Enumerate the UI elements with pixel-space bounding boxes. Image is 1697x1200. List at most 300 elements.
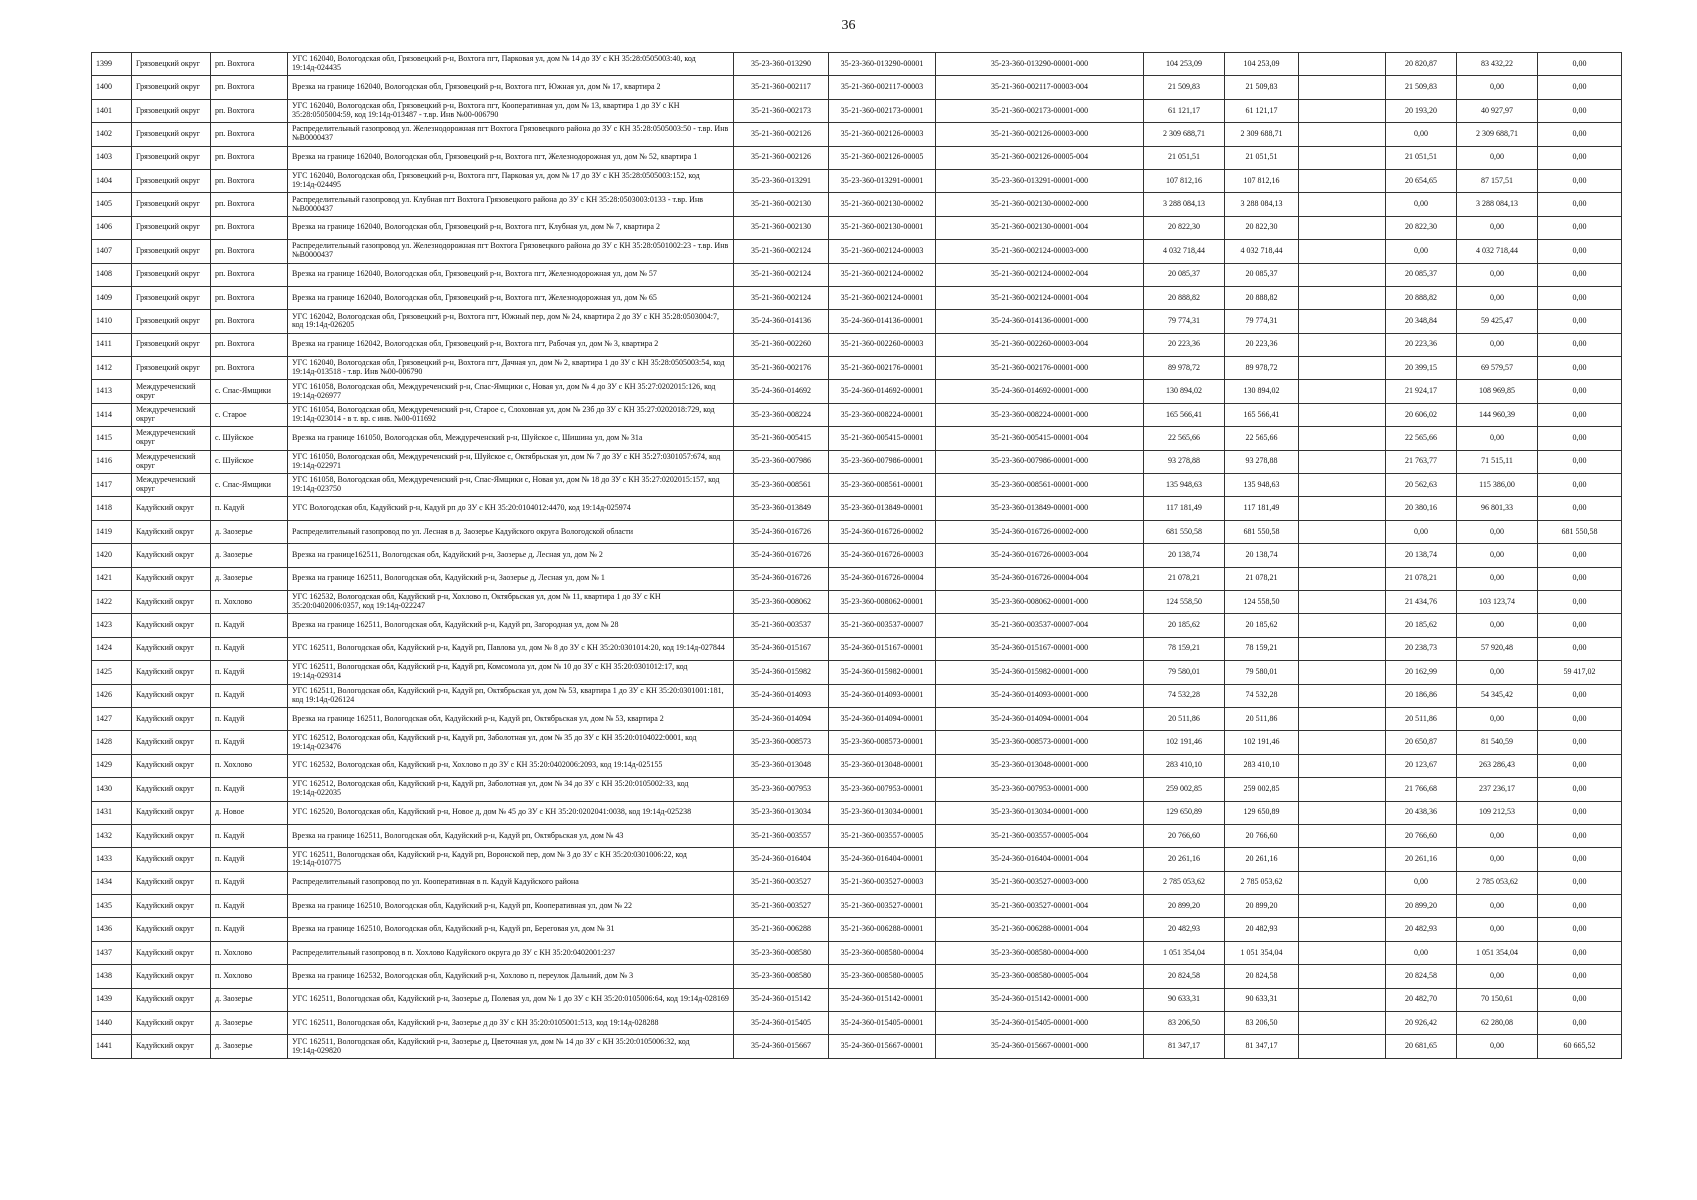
object-id-cell: 35-21-360-002260-00003	[829, 333, 936, 356]
object-code-cell: 35-23-360-008224	[734, 403, 829, 426]
district-cell: Кадуйский округ	[132, 707, 211, 730]
connection-value-cell: 20 186,86	[1386, 684, 1457, 707]
table-row	[92, 216, 1622, 239]
book-value-cell: 20 824,58	[1225, 965, 1299, 988]
inventory-id-cell: 35-21-360-002130-00001-004	[936, 216, 1144, 239]
object-id-cell: 35-23-360-013048-00001	[829, 754, 936, 777]
inventory-id-cell: 35-23-360-013849-00001-000	[936, 497, 1144, 520]
description-cell: Врезка на границе 162511, Вологодская обл, Кадуйский р-н, Кадуй рп, Загородная ул, дом № 28	[288, 614, 734, 637]
total-value-cell: 135 948,63	[1144, 474, 1225, 497]
network-value-cell: 115 386,00	[1457, 474, 1538, 497]
row-number-cell: 1429	[92, 754, 132, 777]
connection-value-cell: 0,00	[1386, 123, 1457, 146]
description-cell: УГС 161050, Вологодская обл, Междуреченский р-н, Шуйское с, Октябрьская ул, дом № 7 до ЗУ с КН 35:27:0301057:674, код 19:14д-022971	[288, 450, 734, 473]
table-row	[92, 918, 1622, 941]
other-value-cell: 0,00	[1538, 918, 1622, 941]
empty-cell	[1299, 193, 1386, 216]
description-cell: Распределительный газопровод в п. Хохлово Кадуйского округа до ЗУ с КН 35:20:0402001:237	[288, 941, 734, 964]
settlement-cell: д. Заозерье	[211, 567, 288, 590]
settlement-cell: д. Новое	[211, 801, 288, 824]
object-id-cell: 35-21-360-003557-00005	[829, 824, 936, 847]
settlement-cell: д. Заозерье	[211, 1035, 288, 1058]
table-row	[92, 637, 1622, 660]
row-number-cell: 1436	[92, 918, 132, 941]
table-row	[92, 333, 1622, 356]
book-value-cell: 83 206,50	[1225, 1012, 1299, 1035]
description-cell: УГС 162040, Вологодская обл, Грязовецкий р-н, Вохтога пгт, Парковая ул, дом № 17 до ЗУ с КН 35:28:0505003:152, код 19:14д-024495	[288, 169, 734, 192]
book-value-cell: 4 032 718,44	[1225, 240, 1299, 263]
connection-value-cell: 20 511,86	[1386, 707, 1457, 730]
district-cell: Кадуйский округ	[132, 661, 211, 684]
object-id-cell: 35-21-360-002130-00001	[829, 216, 936, 239]
district-cell: Кадуйский округ	[132, 941, 211, 964]
row-number-cell: 1405	[92, 193, 132, 216]
table-row	[92, 1012, 1622, 1035]
inventory-id-cell: 35-24-360-014692-00001-000	[936, 380, 1144, 403]
page-number: 36	[841, 18, 856, 33]
object-code-cell: 35-23-360-013849	[734, 497, 829, 520]
connection-value-cell: 0,00	[1386, 240, 1457, 263]
table-row	[92, 53, 1622, 76]
district-cell: Кадуйский округ	[132, 988, 211, 1011]
settlement-cell: п. Кадуй	[211, 684, 288, 707]
connection-value-cell: 20 238,73	[1386, 637, 1457, 660]
book-value-cell: 104 253,09	[1225, 53, 1299, 76]
settlement-cell: рп. Вохтога	[211, 357, 288, 380]
empty-cell	[1299, 1012, 1386, 1035]
object-id-cell: 35-24-360-014093-00001	[829, 684, 936, 707]
empty-cell	[1299, 427, 1386, 450]
object-id-cell: 35-23-360-013849-00001	[829, 497, 936, 520]
object-code-cell: 35-21-360-002130	[734, 216, 829, 239]
settlement-cell: п. Хохлово	[211, 754, 288, 777]
district-cell: Кадуйский округ	[132, 684, 211, 707]
network-value-cell: 0,00	[1457, 707, 1538, 730]
total-value-cell: 20 085,37	[1144, 263, 1225, 286]
total-value-cell: 21 078,21	[1144, 567, 1225, 590]
row-number-cell: 1414	[92, 403, 132, 426]
description-cell: УГС 161058, Вологодская обл, Междуреченский р-н, Спас-Ямщики с, Новая ул, дом № 18 до ЗУ с КН 35:27:0202015:157, код 19:14д-023750	[288, 474, 734, 497]
object-code-cell: 35-21-360-003527	[734, 895, 829, 918]
connection-value-cell: 20 650,87	[1386, 731, 1457, 754]
inventory-id-cell: 35-24-360-014093-00001-000	[936, 684, 1144, 707]
network-value-cell: 0,00	[1457, 661, 1538, 684]
empty-cell	[1299, 965, 1386, 988]
network-value-cell: 109 212,53	[1457, 801, 1538, 824]
description-cell: УГС 162512, Вологодская обл, Кадуйский р-н, Кадуй рп, Заболотная ул, дом № 34 до ЗУ с КН 35:20:0105002:33, код 19:14д-022035	[288, 778, 734, 801]
other-value-cell: 0,00	[1538, 824, 1622, 847]
total-value-cell: 20 185,62	[1144, 614, 1225, 637]
row-number-cell: 1404	[92, 169, 132, 192]
district-cell: Кадуйский округ	[132, 590, 211, 613]
settlement-cell: п. Хохлово	[211, 941, 288, 964]
table-row	[92, 731, 1622, 754]
object-id-cell: 35-23-360-013291-00001	[829, 169, 936, 192]
book-value-cell: 2 309 688,71	[1225, 123, 1299, 146]
row-number-cell: 1412	[92, 357, 132, 380]
empty-cell	[1299, 918, 1386, 941]
description-cell: Распределительный газопровод по ул. Лесная в д. Заозерье Кадуйского округа Вологодской области	[288, 520, 734, 543]
other-value-cell: 0,00	[1538, 778, 1622, 801]
object-id-cell: 35-24-360-015667-00001	[829, 1035, 936, 1058]
book-value-cell: 90 633,31	[1225, 988, 1299, 1011]
inventory-id-cell: 35-23-360-008580-00005-004	[936, 965, 1144, 988]
other-value-cell: 0,00	[1538, 357, 1622, 380]
book-value-cell: 20 085,37	[1225, 263, 1299, 286]
total-value-cell: 79 580,01	[1144, 661, 1225, 684]
table-row	[92, 801, 1622, 824]
network-value-cell: 0,00	[1457, 614, 1538, 637]
empty-cell	[1299, 520, 1386, 543]
book-value-cell: 135 948,63	[1225, 474, 1299, 497]
connection-value-cell: 20 681,65	[1386, 1035, 1457, 1058]
district-cell: Грязовецкий округ	[132, 240, 211, 263]
other-value-cell: 0,00	[1538, 146, 1622, 169]
book-value-cell: 78 159,21	[1225, 637, 1299, 660]
book-value-cell: 681 550,58	[1225, 520, 1299, 543]
connection-value-cell: 0,00	[1386, 193, 1457, 216]
settlement-cell: д. Заозерье	[211, 1012, 288, 1035]
book-value-cell: 117 181,49	[1225, 497, 1299, 520]
total-value-cell: 1 051 354,04	[1144, 941, 1225, 964]
connection-value-cell: 20 261,16	[1386, 848, 1457, 871]
network-value-cell: 3 288 084,13	[1457, 193, 1538, 216]
network-value-cell: 263 286,43	[1457, 754, 1538, 777]
other-value-cell: 0,00	[1538, 731, 1622, 754]
network-value-cell: 81 540,59	[1457, 731, 1538, 754]
description-cell: Врезка на границе 161050, Вологодская обл, Междуреченский р-н, Шуйское с, Шишина ул, дом № 31а	[288, 427, 734, 450]
network-value-cell: 59 425,47	[1457, 310, 1538, 333]
table-row	[92, 380, 1622, 403]
connection-value-cell: 20 193,20	[1386, 99, 1457, 122]
empty-cell	[1299, 778, 1386, 801]
connection-value-cell: 20 223,36	[1386, 333, 1457, 356]
empty-cell	[1299, 474, 1386, 497]
inventory-id-cell: 35-23-360-008561-00001-000	[936, 474, 1144, 497]
inventory-id-cell: 35-23-360-013048-00001-000	[936, 754, 1144, 777]
network-value-cell: 0,00	[1457, 520, 1538, 543]
table-row	[92, 965, 1622, 988]
inventory-id-cell: 35-23-360-008062-00001-000	[936, 590, 1144, 613]
district-cell: Кадуйский округ	[132, 567, 211, 590]
row-number-cell: 1425	[92, 661, 132, 684]
connection-value-cell: 20 606,02	[1386, 403, 1457, 426]
table-row	[92, 474, 1622, 497]
book-value-cell: 20 185,62	[1225, 614, 1299, 637]
row-number-cell: 1420	[92, 544, 132, 567]
description-cell: УГС 162511, Вологодская обл, Кадуйский р-н, Кадуй рп, Воронской пер, дом № 3 до ЗУ с КН 35:20:0301006:22, код 19:14д-010775	[288, 848, 734, 871]
connection-value-cell: 20 926,42	[1386, 1012, 1457, 1035]
connection-value-cell: 20 562,63	[1386, 474, 1457, 497]
table-row	[92, 520, 1622, 543]
total-value-cell: 22 565,66	[1144, 427, 1225, 450]
network-value-cell: 0,00	[1457, 965, 1538, 988]
object-code-cell: 35-21-360-002130	[734, 193, 829, 216]
settlement-cell: с. Старое	[211, 403, 288, 426]
object-code-cell: 35-21-360-005415	[734, 427, 829, 450]
object-id-cell: 35-21-360-006288-00001	[829, 918, 936, 941]
book-value-cell: 21 051,51	[1225, 146, 1299, 169]
description-cell: Врезка на границе 162510, Вологодская обл, Кадуйский р-н, Кадуй рп, Береговая ул, дом № 31	[288, 918, 734, 941]
settlement-cell: с. Шуйское	[211, 427, 288, 450]
table-row	[92, 240, 1622, 263]
inventory-id-cell: 35-24-360-015142-00001-000	[936, 988, 1144, 1011]
other-value-cell: 0,00	[1538, 474, 1622, 497]
table-row	[92, 450, 1622, 473]
connection-value-cell: 20 348,84	[1386, 310, 1457, 333]
inventory-id-cell: 35-24-360-016726-00002-000	[936, 520, 1144, 543]
network-value-cell: 144 960,39	[1457, 403, 1538, 426]
object-id-cell: 35-21-360-002117-00003	[829, 76, 936, 99]
settlement-cell: рп. Вохтога	[211, 240, 288, 263]
network-value-cell: 40 927,97	[1457, 99, 1538, 122]
other-value-cell: 0,00	[1538, 941, 1622, 964]
description-cell: Врезка на границе 162510, Вологодская обл, Кадуйский р-н, Кадуй рп, Кооперативная ул, дом № 22	[288, 895, 734, 918]
object-id-cell: 35-23-360-008224-00001	[829, 403, 936, 426]
other-value-cell: 0,00	[1538, 310, 1622, 333]
row-number-cell: 1409	[92, 286, 132, 309]
district-cell: Междуреченский округ	[132, 450, 211, 473]
object-id-cell: 35-21-360-002126-00003	[829, 123, 936, 146]
object-id-cell: 35-24-360-015142-00001	[829, 988, 936, 1011]
book-value-cell: 283 410,10	[1225, 754, 1299, 777]
book-value-cell: 20 511,86	[1225, 707, 1299, 730]
inventory-id-cell: 35-21-360-003527-00003-000	[936, 871, 1144, 894]
row-number-cell: 1427	[92, 707, 132, 730]
table-row	[92, 76, 1622, 99]
inventory-id-cell: 35-21-360-003537-00007-004	[936, 614, 1144, 637]
total-value-cell: 124 558,50	[1144, 590, 1225, 613]
row-number-cell: 1435	[92, 895, 132, 918]
empty-cell	[1299, 895, 1386, 918]
book-value-cell: 21 078,21	[1225, 567, 1299, 590]
object-code-cell: 35-24-360-015667	[734, 1035, 829, 1058]
object-code-cell: 35-23-360-008573	[734, 731, 829, 754]
network-value-cell: 0,00	[1457, 333, 1538, 356]
network-value-cell: 237 236,17	[1457, 778, 1538, 801]
total-value-cell: 90 633,31	[1144, 988, 1225, 1011]
inventory-id-cell: 35-21-360-002124-00002-004	[936, 263, 1144, 286]
district-cell: Кадуйский округ	[132, 497, 211, 520]
object-id-cell: 35-23-360-008561-00001	[829, 474, 936, 497]
total-value-cell: 259 002,85	[1144, 778, 1225, 801]
other-value-cell: 0,00	[1538, 590, 1622, 613]
other-value-cell: 0,00	[1538, 427, 1622, 450]
other-value-cell: 0,00	[1538, 614, 1622, 637]
empty-cell	[1299, 169, 1386, 192]
other-value-cell: 0,00	[1538, 380, 1622, 403]
object-code-cell: 35-21-360-002124	[734, 263, 829, 286]
row-number-cell: 1403	[92, 146, 132, 169]
empty-cell	[1299, 848, 1386, 871]
connection-value-cell: 20 185,62	[1386, 614, 1457, 637]
description-cell: Врезка на границе 162040, Вологодская обл, Грязовецкий р-н, Вохтога пгт, Железнодорожная ул, дом № 57	[288, 263, 734, 286]
district-cell: Грязовецкий округ	[132, 76, 211, 99]
book-value-cell: 259 002,85	[1225, 778, 1299, 801]
district-cell: Кадуйский округ	[132, 731, 211, 754]
total-value-cell: 93 278,88	[1144, 450, 1225, 473]
inventory-id-cell: 35-23-360-008580-00004-000	[936, 941, 1144, 964]
description-cell: УГС Вологодская обл, Кадуйский р-н, Кадуй рп до ЗУ с КН 35:20:0104012:4470, код 19:14д-025974	[288, 497, 734, 520]
inventory-id-cell: 35-24-360-016726-00003-004	[936, 544, 1144, 567]
network-value-cell: 0,00	[1457, 1035, 1538, 1058]
inventory-id-cell: 35-24-360-015982-00001-000	[936, 661, 1144, 684]
object-id-cell: 35-23-360-008580-00004	[829, 941, 936, 964]
empty-cell	[1299, 871, 1386, 894]
table-row	[92, 146, 1622, 169]
table-row	[92, 824, 1622, 847]
connection-value-cell: 0,00	[1386, 871, 1457, 894]
settlement-cell: п. Кадуй	[211, 778, 288, 801]
inventory-id-cell: 35-24-360-015405-00001-000	[936, 1012, 1144, 1035]
description-cell: Распределительный газопровод по ул. Кооперативная в п. Кадуй Кадуйского района	[288, 871, 734, 894]
other-value-cell: 0,00	[1538, 684, 1622, 707]
district-cell: Междуреченский округ	[132, 403, 211, 426]
empty-cell	[1299, 216, 1386, 239]
network-value-cell: 0,00	[1457, 848, 1538, 871]
description-cell: УГС 162511, Вологодская обл, Кадуйский р-н, Заозерье д, Цветочная ул, дом № 14 до ЗУ с КН 35:20:0105006:32, код 19:14д-029820	[288, 1035, 734, 1058]
total-value-cell: 681 550,58	[1144, 520, 1225, 543]
table-row	[92, 567, 1622, 590]
connection-value-cell: 20 820,87	[1386, 53, 1457, 76]
district-cell: Кадуйский округ	[132, 895, 211, 918]
book-value-cell: 61 121,17	[1225, 99, 1299, 122]
total-value-cell: 104 253,09	[1144, 53, 1225, 76]
description-cell: УГС 162511, Вологодская обл, Кадуйский р-н, Кадуй рп, Комсомола ул, дом № 10 до ЗУ с КН 35:20:0301012:17, код 19:14д-029314	[288, 661, 734, 684]
other-value-cell: 0,00	[1538, 871, 1622, 894]
settlement-cell: д. Заозерье	[211, 544, 288, 567]
network-value-cell: 70 150,61	[1457, 988, 1538, 1011]
book-value-cell: 20 899,20	[1225, 895, 1299, 918]
book-value-cell: 3 288 084,13	[1225, 193, 1299, 216]
district-cell: Грязовецкий округ	[132, 193, 211, 216]
district-cell: Грязовецкий округ	[132, 357, 211, 380]
row-number-cell: 1431	[92, 801, 132, 824]
district-cell: Грязовецкий округ	[132, 146, 211, 169]
network-value-cell: 83 432,22	[1457, 53, 1538, 76]
object-id-cell: 35-23-360-008573-00001	[829, 731, 936, 754]
object-code-cell: 35-24-360-014094	[734, 707, 829, 730]
empty-cell	[1299, 988, 1386, 1011]
total-value-cell: 20 822,30	[1144, 216, 1225, 239]
connection-value-cell: 21 434,76	[1386, 590, 1457, 613]
book-value-cell: 89 978,72	[1225, 357, 1299, 380]
settlement-cell: рп. Вохтога	[211, 263, 288, 286]
book-value-cell: 102 191,46	[1225, 731, 1299, 754]
book-value-cell: 20 138,74	[1225, 544, 1299, 567]
total-value-cell: 79 774,31	[1144, 310, 1225, 333]
network-value-cell: 0,00	[1457, 824, 1538, 847]
total-value-cell: 4 032 718,44	[1144, 240, 1225, 263]
network-value-cell: 2 785 053,62	[1457, 871, 1538, 894]
book-value-cell: 74 532,28	[1225, 684, 1299, 707]
object-id-cell: 35-23-360-007986-00001	[829, 450, 936, 473]
book-value-cell: 93 278,88	[1225, 450, 1299, 473]
row-number-cell: 1419	[92, 520, 132, 543]
settlement-cell: п. Кадуй	[211, 497, 288, 520]
other-value-cell: 0,00	[1538, 53, 1622, 76]
description-cell: Врезка на границе 162040, Вологодская обл, Грязовецкий р-н, Вохтога пгт, Южная ул, дом № 17, квартира 2	[288, 76, 734, 99]
empty-cell	[1299, 146, 1386, 169]
book-value-cell: 79 774,31	[1225, 310, 1299, 333]
district-cell: Кадуйский округ	[132, 801, 211, 824]
other-value-cell: 0,00	[1538, 544, 1622, 567]
object-id-cell: 35-24-360-016726-00004	[829, 567, 936, 590]
inventory-id-cell: 35-23-360-013034-00001-000	[936, 801, 1144, 824]
description-cell: УГС 162511, Вологодская обл, Кадуйский р-н, Заозерье д, Полевая ул, дом № 1 до ЗУ с КН 35:20:0105006:64, код 19:14д-028169	[288, 988, 734, 1011]
empty-cell	[1299, 240, 1386, 263]
empty-cell	[1299, 263, 1386, 286]
total-value-cell: 20 511,86	[1144, 707, 1225, 730]
row-number-cell: 1437	[92, 941, 132, 964]
table-row	[92, 684, 1622, 707]
network-value-cell: 0,00	[1457, 216, 1538, 239]
inventory-id-cell: 35-21-360-005415-00001-004	[936, 427, 1144, 450]
object-id-cell: 35-21-360-003527-00003	[829, 871, 936, 894]
other-value-cell: 0,00	[1538, 1012, 1622, 1035]
connection-value-cell: 20 824,58	[1386, 965, 1457, 988]
row-number-cell: 1407	[92, 240, 132, 263]
book-value-cell: 20 822,30	[1225, 216, 1299, 239]
network-value-cell: 0,00	[1457, 427, 1538, 450]
settlement-cell: п. Хохлово	[211, 590, 288, 613]
total-value-cell: 20 223,36	[1144, 333, 1225, 356]
object-id-cell: 35-21-360-002176-00001	[829, 357, 936, 380]
settlement-cell: п. Кадуй	[211, 707, 288, 730]
connection-value-cell: 20 138,74	[1386, 544, 1457, 567]
book-value-cell: 22 565,66	[1225, 427, 1299, 450]
inventory-id-cell: 35-24-360-015667-00001-000	[936, 1035, 1144, 1058]
row-number-cell: 1438	[92, 965, 132, 988]
settlement-cell: п. Кадуй	[211, 637, 288, 660]
total-value-cell: 61 121,17	[1144, 99, 1225, 122]
table-row	[92, 988, 1622, 1011]
row-number-cell: 1428	[92, 731, 132, 754]
inventory-id-cell: 35-21-360-002173-00001-000	[936, 99, 1144, 122]
other-value-cell: 0,00	[1538, 567, 1622, 590]
other-value-cell: 0,00	[1538, 895, 1622, 918]
district-cell: Кадуйский округ	[132, 520, 211, 543]
object-code-cell: 35-21-360-002126	[734, 146, 829, 169]
book-value-cell: 2 785 053,62	[1225, 871, 1299, 894]
settlement-cell: п. Кадуй	[211, 824, 288, 847]
total-value-cell: 2 785 053,62	[1144, 871, 1225, 894]
network-value-cell: 0,00	[1457, 286, 1538, 309]
object-id-cell: 35-24-360-014692-00001	[829, 380, 936, 403]
connection-value-cell: 21 763,77	[1386, 450, 1457, 473]
empty-cell	[1299, 661, 1386, 684]
empty-cell	[1299, 403, 1386, 426]
total-value-cell: 107 812,16	[1144, 169, 1225, 192]
total-value-cell: 20 261,16	[1144, 848, 1225, 871]
empty-cell	[1299, 614, 1386, 637]
network-value-cell: 0,00	[1457, 918, 1538, 941]
other-value-cell: 0,00	[1538, 240, 1622, 263]
other-value-cell: 0,00	[1538, 497, 1622, 520]
empty-cell	[1299, 684, 1386, 707]
table-row	[92, 778, 1622, 801]
connection-value-cell: 21 078,21	[1386, 567, 1457, 590]
register-body	[92, 53, 1622, 1059]
book-value-cell: 20 223,36	[1225, 333, 1299, 356]
table-row	[92, 661, 1622, 684]
object-code-cell: 35-24-360-015142	[734, 988, 829, 1011]
table-row	[92, 848, 1622, 871]
network-value-cell: 69 579,57	[1457, 357, 1538, 380]
inventory-id-cell: 35-21-360-002130-00002-000	[936, 193, 1144, 216]
book-value-cell: 130 894,02	[1225, 380, 1299, 403]
other-value-cell: 0,00	[1538, 169, 1622, 192]
